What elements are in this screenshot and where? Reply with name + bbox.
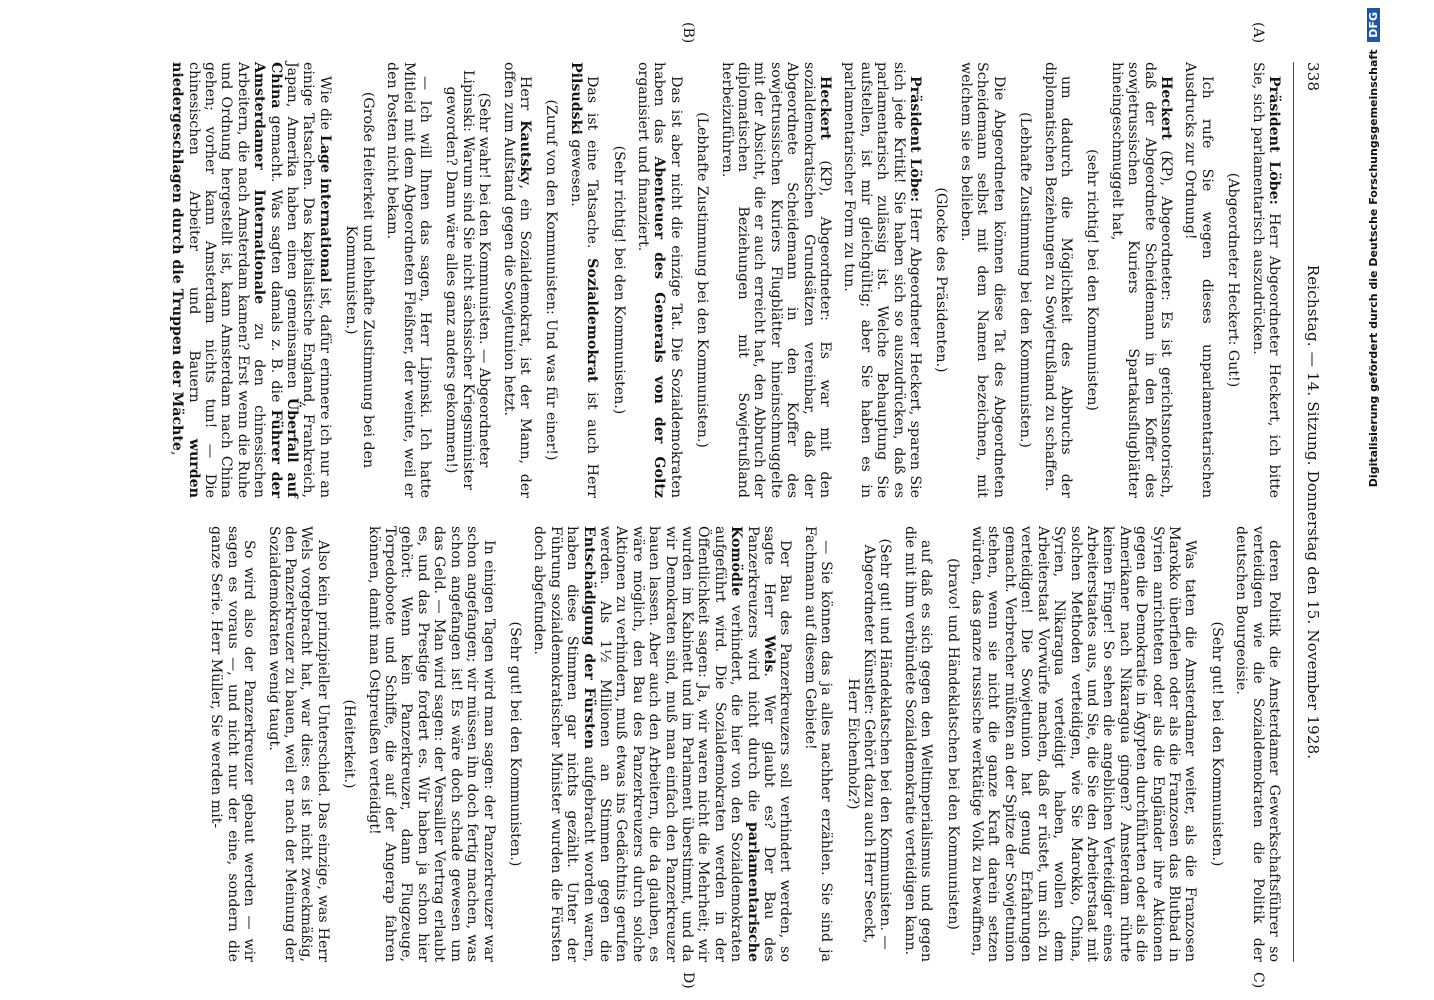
paragraph: Die Abgeordneten können diese Tat des Abgeordneten Scheidemann selbst mit dem Namen bezeichnen, mit welchem sie es belieben. bbox=[957, 62, 1007, 498]
interjection: (Sehr richtig! bei den Kommunisten.) bbox=[610, 145, 627, 415]
credit-text: Digitalisierung gefördert durch die Deutsche Forschungsgemeinschaft bbox=[1367, 49, 1380, 488]
scanned-page bbox=[36, 22, 1326, 989]
interjection: (Sehr gut! bei den Kommunisten.) bbox=[506, 621, 523, 867]
interjection: (Lebhafte Zustimmung bei den Kommunisten.) bbox=[694, 112, 711, 448]
paragraph: auf daß es sich gegen den Weltimperialismus und gegen die mit ihm verbündete Sozialdemokratie verteidigen kann. bbox=[901, 526, 935, 962]
interjection: (Große Heiterkeit und lebhafte Zustimmung bei den Kommunisten.) bbox=[343, 91, 376, 469]
interjection: (Sehr gut! bei den Kommunisten.) bbox=[1208, 621, 1225, 867]
interjection: (Sehr wahr! bei den Kommunisten. — Abgeordneter Lipinski: Warum sind Sie nicht sächsischer Kriegsminister geworden? Dann wäre alles ganz anders gekommen!) bbox=[443, 70, 493, 490]
paragraph: — Ich will Ihnen das sagen, Herr Lipinski. Ich hatte Mitleid mit dem Abgeordneten Fleißner, der weinte, weil er den Posten nicht bekam. bbox=[384, 62, 433, 498]
text-column-right bbox=[200, 526, 1282, 962]
page-number: 338 bbox=[1304, 62, 1322, 92]
margin-marker-d: D) bbox=[680, 972, 696, 989]
paragraph: — Sie können das ja alles nachher erzählen. Sie sind ja Fachmann auf diesem Gebiete! bbox=[801, 526, 835, 962]
interjection: (Abgeordneter Heckert: Gut!) bbox=[1225, 172, 1242, 388]
interjection: (bravo! und Händeklatschen bei den Kommunisten) bbox=[944, 558, 961, 930]
paragraph: So wird also der Panzerkreuzer gebaut werden — wir sagen es voraus —, und nicht nur der eine, sondern die ganze Serie. Herr Müller, Sie werden mit- bbox=[208, 526, 258, 962]
margin-marker-a: (A) bbox=[1250, 22, 1266, 44]
paragraph: Also kein prinzipieller Unterschied. Das einzige, was Herr Wels vorgebracht hat, war dies: es ist nicht zweckmäßig, den Panzerkreuzer zu bauen, weil er nach der Meinung der Sozialdemokraten wenig taugt. bbox=[265, 526, 331, 962]
margin-marker-c: C) bbox=[1250, 972, 1266, 989]
page-title: Reichstag. — 14. Sitzung. Donnerstag den 15. November 1928. bbox=[1304, 264, 1322, 760]
paragraph: Heckert (KP), Abgeordneter: Es war mit den sozialdemokratischen Grundsätzen vereinbar, daß der Abgeordnete Scheidemann in den Koffer des sowjetrussischen Kuriers Flugblätter hineinschmuggelte mit der Absicht, die er auch erreicht hat, den Abbruch der diplomatischen Beziehungen mit Sowjetrußland herbeizuführen. bbox=[718, 62, 834, 498]
digitization-credit bbox=[1364, 8, 1384, 988]
paragraph: In einigen Tagen wird man sagen: der Panzerkreuzer war schon angefangen; wir müssen ihn doch fertig machen, was schon angefangen ist! Es wäre doch schade gewesen um das Geld. — Man wird sagen: der Versailler Vertrag erlaubt es, und das Prestige fordert es. Wir haben ja schon hier gehört: Wenn kein Panzerkreuzer, dann Flugzeuge, Torpedoboote und Schiffe, die auf der Angerap fahren können, damit man Ostpreußen verteidigt! bbox=[365, 526, 497, 962]
paragraph: Herr Kautsky, ein Sozialdemokrat, ist der Mann, der offen zum Aufstand gegen die Sowjetunion hetzt. bbox=[500, 62, 533, 499]
header-rule bbox=[1293, 62, 1294, 962]
paragraph: um dadurch die Möglichkeit des Abbruchs der diplomatischen Beziehungen zu Sowjetrußland zu schaffen. bbox=[1041, 62, 1074, 498]
interjection: (Zuruf von den Kommunisten: Und was für einer!) bbox=[543, 99, 560, 461]
interjection: (Heiterkeit.) bbox=[341, 699, 358, 789]
interjection: (Glocke des Präsidenten.) bbox=[933, 187, 950, 373]
paragraph: deren Politik die Amsterdamer Gewerkschaftsführer so verteidigen wie die Sozialdemokraten die Politik der deutschen Bourgeoisie. bbox=[1233, 526, 1282, 962]
paragraph: Ich rufe Sie wegen dieses unparlamentarischen Ausdrucks zur Ordnung! bbox=[1182, 62, 1215, 498]
interjection: (sehr richtig! bei den Kommunisten) bbox=[1084, 149, 1101, 411]
interjection: (Lebhafte Zustimmung bei den Kommunisten.) bbox=[1017, 112, 1034, 448]
text-column-left bbox=[161, 62, 1282, 498]
interjection: (Sehr gut! und Händeklatschen bei den Kommunisten. — Abgeordneter Künstler: Gehört dazu auch Herr Seeckt, Herr Eichenholz?) bbox=[844, 538, 894, 950]
paragraph: Wie die Lage international ist, dafür erinnere ich nur an einige Tatsachen. Das kapitalistische England, Frankreich, Japan, Amerika haben einen gemeinsamen Überfall auf China gemacht. Was sagten damals z. B. die Führer der Amsterdamer Internationale zu den chinesischen Arbeitern, die nach Amsterdam kamen? Erst wenn die Ruhe und Ordnung hergestellt ist, kann Amsterdam nach China gehen; vorher kann Amsterdam nichts tun! — Die chinesischen Arbeiter und Bauern wurden niedergeschlagen durch die Truppen der Mächte, bbox=[169, 62, 333, 499]
paragraph: Was taten die Amsterdamer weiter, als die Franzosen Marokko überfielen oder als die Franzosen das Blutbad in Syrien anrichteten oder als die Engländer ihre Aktionen gegen die Demokratie in Ägypten durchführten oder als die Amerikaner nach Nikaragua gingen? Amsterdam rührte keinen Finger! So sehen die angeblichen Verteidiger eines Arbeiterstaates aus, und Sie, die Sie den Arbeiterstaat mit solchen Methoden verteidigen, wie Sie Marokko, China, Syrien, Nikaragua verteidigt haben, wollen dem Arbeiterstaat Vorwürfe machen, daß er rüstet, um sich zu verteidigen! Die Sowjetunion hat genug Erfahrungen gemacht. Verbrecher müßten an der Spitze der Sowjetunion stehen, wenn sie nicht die ganze Kraft darein setzen würden, das ganze russische werktätige Volk zu bewaffnen, bbox=[969, 526, 1199, 962]
margin-marker-b: (B) bbox=[680, 22, 696, 44]
paragraph: Das ist eine Tatsache. Sozialdemokrat ist auch Herr Pilsudski gewesen. bbox=[567, 62, 601, 499]
dfg-logo: DFG bbox=[1367, 8, 1380, 42]
paragraph: Präsident Löbe: Herr Abgeordneter Heckert, ich bitte Sie, sich parlamentarisch auszudrücken. bbox=[1249, 62, 1282, 499]
paragraph: Der Bau des Panzerkreuzers soll verhindert werden, so sagte Herr Wels. Wer glaubt es? Der Bau des Panzerkreuzers wird nicht durch die parlamentarische Komödie verhindert, die hier von den Sozialdemokraten aufgeführt wird. Die Sozialdemokraten werden in der Öffentlichkeit sagen: Ja, wir waren nicht die Mehrheit; wir wurden im Kabinett und im Parlament überstimmt, und da wir Demokraten sind, muß man einfach den Panzerkreuzer bauen lassen. Aber auch den Arbeitern, die da glauben, es wäre möglich, den Bau des Panzerkreuzers durch solche Aktionen zu verhindern, muß etwas ins Gedächtnis gerufen werden. Als 1½ Millionen an Stimmen gegen die Entschädigung der Fürsten aufgebracht worden waren, haben diese Stimmen gar nichts gezählt. Unter der Führung sozialdemokratischer Minister wurden die Fürsten doch abgefunden. bbox=[531, 526, 794, 962]
paragraph: Präsident Löbe: Herr Abgeordneter Heckert, sparen Sie sich jede Kritik! Sie haben sich so auszudrücken, daß es parlamentarisch zulässig ist. Welche Behauptung Sie aufstellen, ist mir gleichgültig; aber Sie haben es in parlamentarischer Form zu tun. bbox=[841, 62, 924, 498]
paragraph: Heckert (KP), Abgeordneter: Es ist gerichtsnotorisch, daß der Abgeordnete Scheidemann in den Koffer des sowjetrussischen Kuriers Spartakusflugblätter hineingeschmuggelt hat, bbox=[1108, 62, 1174, 498]
paragraph: Das ist aber nicht die einzige Tat. Die Sozialdemokraten haben das Abenteuer des Generals von der Goltz organisiert und finanziert. bbox=[635, 62, 684, 498]
page-header bbox=[1294, 62, 1326, 962]
